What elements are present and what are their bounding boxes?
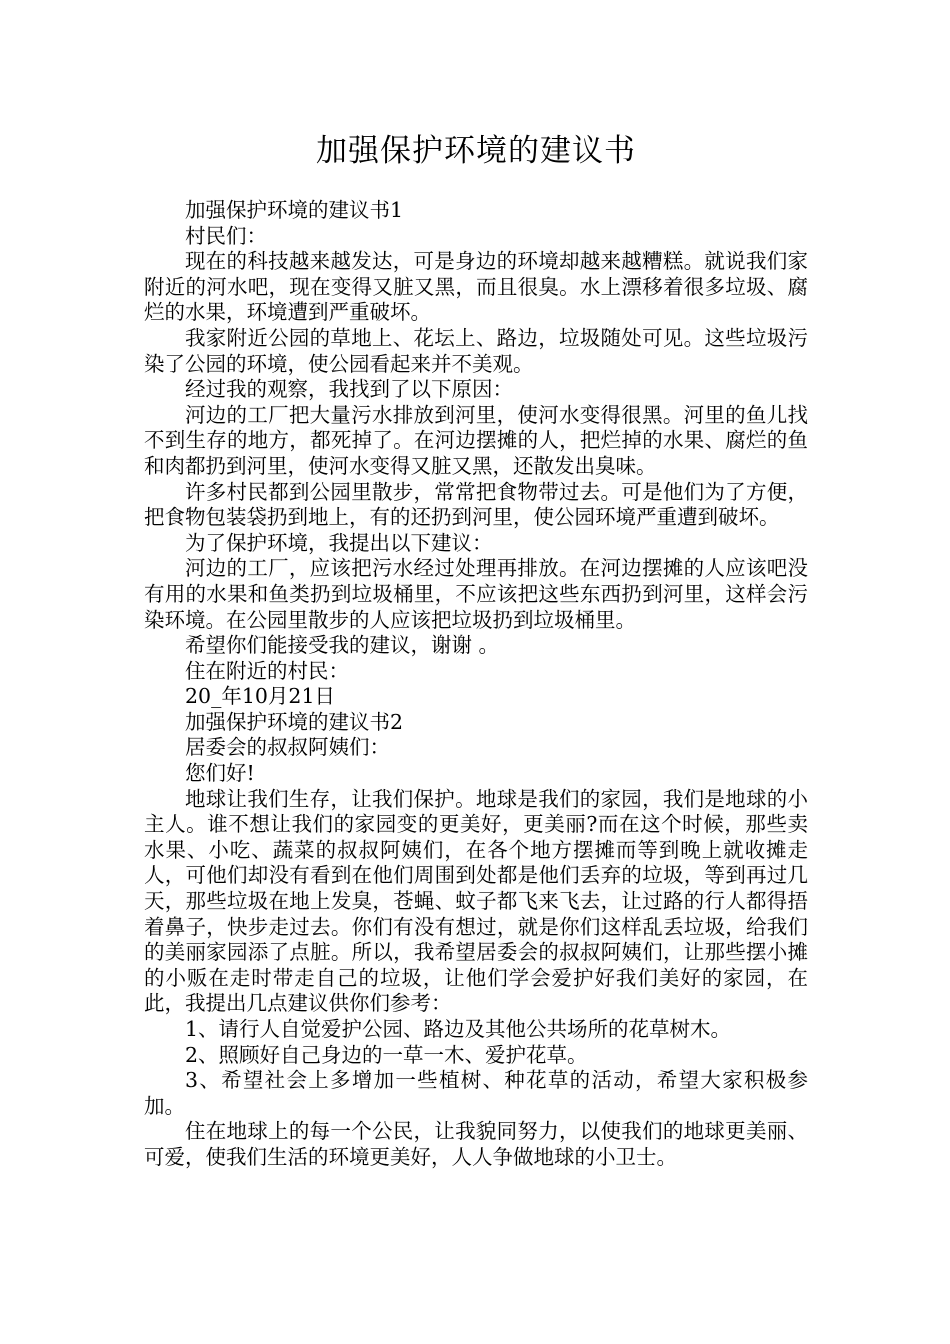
greeting: 您们好! bbox=[185, 761, 255, 786]
signature: 住在附近的村民： bbox=[185, 658, 349, 683]
section-heading: 加强保护环境的建议书1 bbox=[185, 198, 404, 222]
section-heading: 加强保护环境的建议书2 bbox=[185, 709, 404, 734]
body-paragraph: 地球让我们生存，让我们保护。地球是我们的家园，我们是地球的小主人。谁不想让我们的家园变的更美好，更美丽?而在这个时候，那些卖水果、小吃、蔬菜的叔叔阿姨们，在各个地方摆摊而等到晚上就收摊走人，可他们却没有看到在他们周围到处都是他们丢弃的垃圾，等到再过几天，那些垃圾在地上发臭，苍蝇、蚊子都飞来飞去，让过路的行人都得捂着鼻子，快步走过去。你们有没有想过，就是你们这样乱丢垃圾，给我们的美丽家园添了点脏。所以，我希望居委会的叔叔阿姨们，让那些摆小摊的小贩在走时带走自己的垃圾，让他们学会爱护好我们美好的家园，在此，我提出几点建议供你们参考： bbox=[144, 786, 808, 1016]
body-paragraph: 河边的工厂把大量污水排放到河里，使河水变得很黑。河里的鱼儿找不到生存的地方，都死掉了。在河边摆摊的人，把烂掉的水果、腐烂的鱼和肉都扔到河里，使河水变得又脏又黑，还散发出臭味。 bbox=[144, 402, 808, 478]
date-line: 20_年10月21日 bbox=[185, 684, 336, 709]
body-paragraph: 经过我的观察，我找到了以下原因： bbox=[185, 377, 513, 402]
salutation: 村民们： bbox=[185, 223, 267, 248]
list-item: 3、希望社会上多增加一些植树、种花草的活动，希望大家积极参加。 bbox=[144, 1068, 808, 1118]
body-paragraph: 住在地球上的每一个公民，让我貌同努力，以使我们的地球更美丽、可爱，使我们生活的环境更美好，人人争做地球的小卫士。 bbox=[144, 1119, 808, 1169]
body-paragraph: 现在的科技越来越发达，可是身边的环境却越来越糟糕。就说我们家附近的河水吧，现在变得又脏又黑，而且很臭。水上漂移着很多垃圾、腐烂的水果，环境遭到严重破坏。 bbox=[144, 249, 808, 325]
document-page bbox=[144, 0, 808, 1171]
body-paragraph: 我家附近公园的草地上、花坛上、路边，垃圾随处可见。这些垃圾污染了公园的环境，使公园看起来并不美观。 bbox=[144, 325, 808, 376]
document-title: 加强保护环境的建议书 bbox=[316, 133, 636, 169]
list-item: 1、请行人自觉爱护公园、路边及其他公共场所的花草树木。 bbox=[185, 1017, 732, 1041]
body-paragraph: 河边的工厂，应该把污水经过处理再排放。在河边摆摊的人应该吧没有用的水果和鱼类扔到垃圾桶里，不应该把这些东西扔到河里，这样会污染环境。在公园里散步的人应该把垃圾扔到垃圾桶里。 bbox=[144, 556, 808, 632]
document-body bbox=[144, 198, 808, 1171]
body-paragraph: 许多村民都到公园里散步，常常把食物带过去。可是他们为了方便，把食物包装袋扔到地上，有的还扔到河里，使公园环境严重遭到破坏。 bbox=[144, 479, 808, 530]
closing-line: 希望你们能接受我的建议，谢谢 。 bbox=[185, 633, 500, 658]
list-item: 2、照顾好自己身边的一草一木、爱护花草。 bbox=[185, 1042, 588, 1067]
salutation: 居委会的叔叔阿姨们： bbox=[185, 735, 390, 760]
body-paragraph: 为了保护环境，我提出以下建议： bbox=[185, 530, 493, 555]
